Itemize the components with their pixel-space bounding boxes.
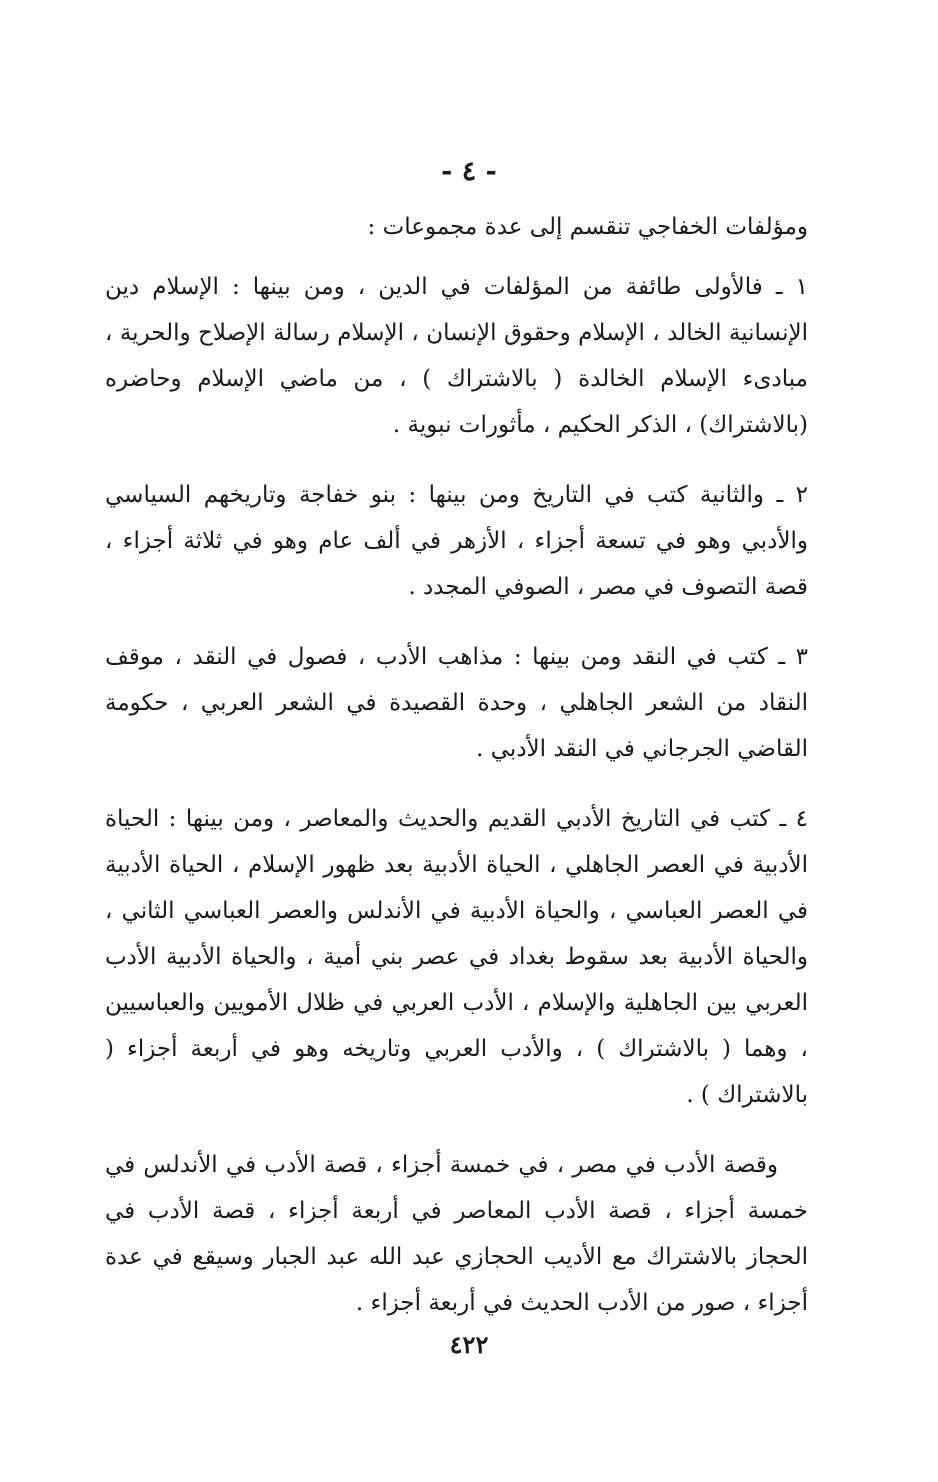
closing-paragraph: وقصة الأدب في مصر ، في خمسة أجزاء ، قصة الأدب في الأندلس في خمسة أجزاء ، قصة الأدب المعاصر في أربعة أجزاء ، قصة الأدب في الحجاز بالاشتراك مع الأديب الحجازي عبد الله عبد الجبار وسيقع في عدة أجزاء ، صور من الأدب الحديث في أربعة أجزاء . xyxy=(105,1152,808,1316)
body-text xyxy=(105,204,808,1326)
section-number: - ٤ - xyxy=(441,156,497,187)
list-item-history: ٢ ـ والثانية كتب في التاريخ ومن بينها : بنو خفاجة وتاريخهم السياسي والأدبي وهو في تسعة أجزاء ، الأزهر في ألف عام وهو في ثلاثة أجزاء ، قصة التصوف في مصر ، الصوفي المجدد . xyxy=(105,482,808,600)
intro-paragraph: ومؤلفات الخفاجي تنقسم إلى عدة مجموعات : xyxy=(367,214,808,240)
list-item-religion: ١ ـ فالأولى طائفة من المؤلفات في الدين ، ومن بينها : الإسلام دين الإنسانية الخالد ، الإسلام وحقوق الإنسان ، الإسلام رسالة الإصلاح والحرية ، مبادىء الإسلام الخالدة ( بالاشتراك ) ، من ماضي الإسلام وحاضره (بالاشتراك) ، الذكر الحكيم ، مأثورات نبوية . xyxy=(105,274,808,438)
list-item-literary-history: ٤ ـ كتب في التاريخ الأدبي القديم والحديث والمعاصر ، ومن بينها : الحياة الأدبية في العصر الجاهلي ، الحياة الأدبية بعد ظهور الإسلام ، الحياة الأدبية في العصر العباسي ، والحياة الأدبية في الأندلس والعصر العباسي الثاني ، والحياة الأدبية بعد سقوط بغداد في عصر بني أمية ، والحياة الأدبية الأدب العربي بين الجاهلية والإسلام ، الأدب العربي في ظلال الأمويين والعباسيين ، وهما ( بالاشتراك ) ، والأدب العربي وتاريخه وهو في أربعة أجزاء ( بالاشتراك ) . xyxy=(105,806,808,1108)
page-number: ٤٢٢ xyxy=(449,1330,489,1359)
list-item-criticism: ٣ ـ كتب في النقد ومن بينها : مذاهب الأدب ، فصول في النقد ، موقف النقاد من الشعر الجاهلي ، وحدة القصيدة في الشعر العربي ، حكومة القاضي الجرجاني في النقد الأدبي . xyxy=(105,644,808,762)
